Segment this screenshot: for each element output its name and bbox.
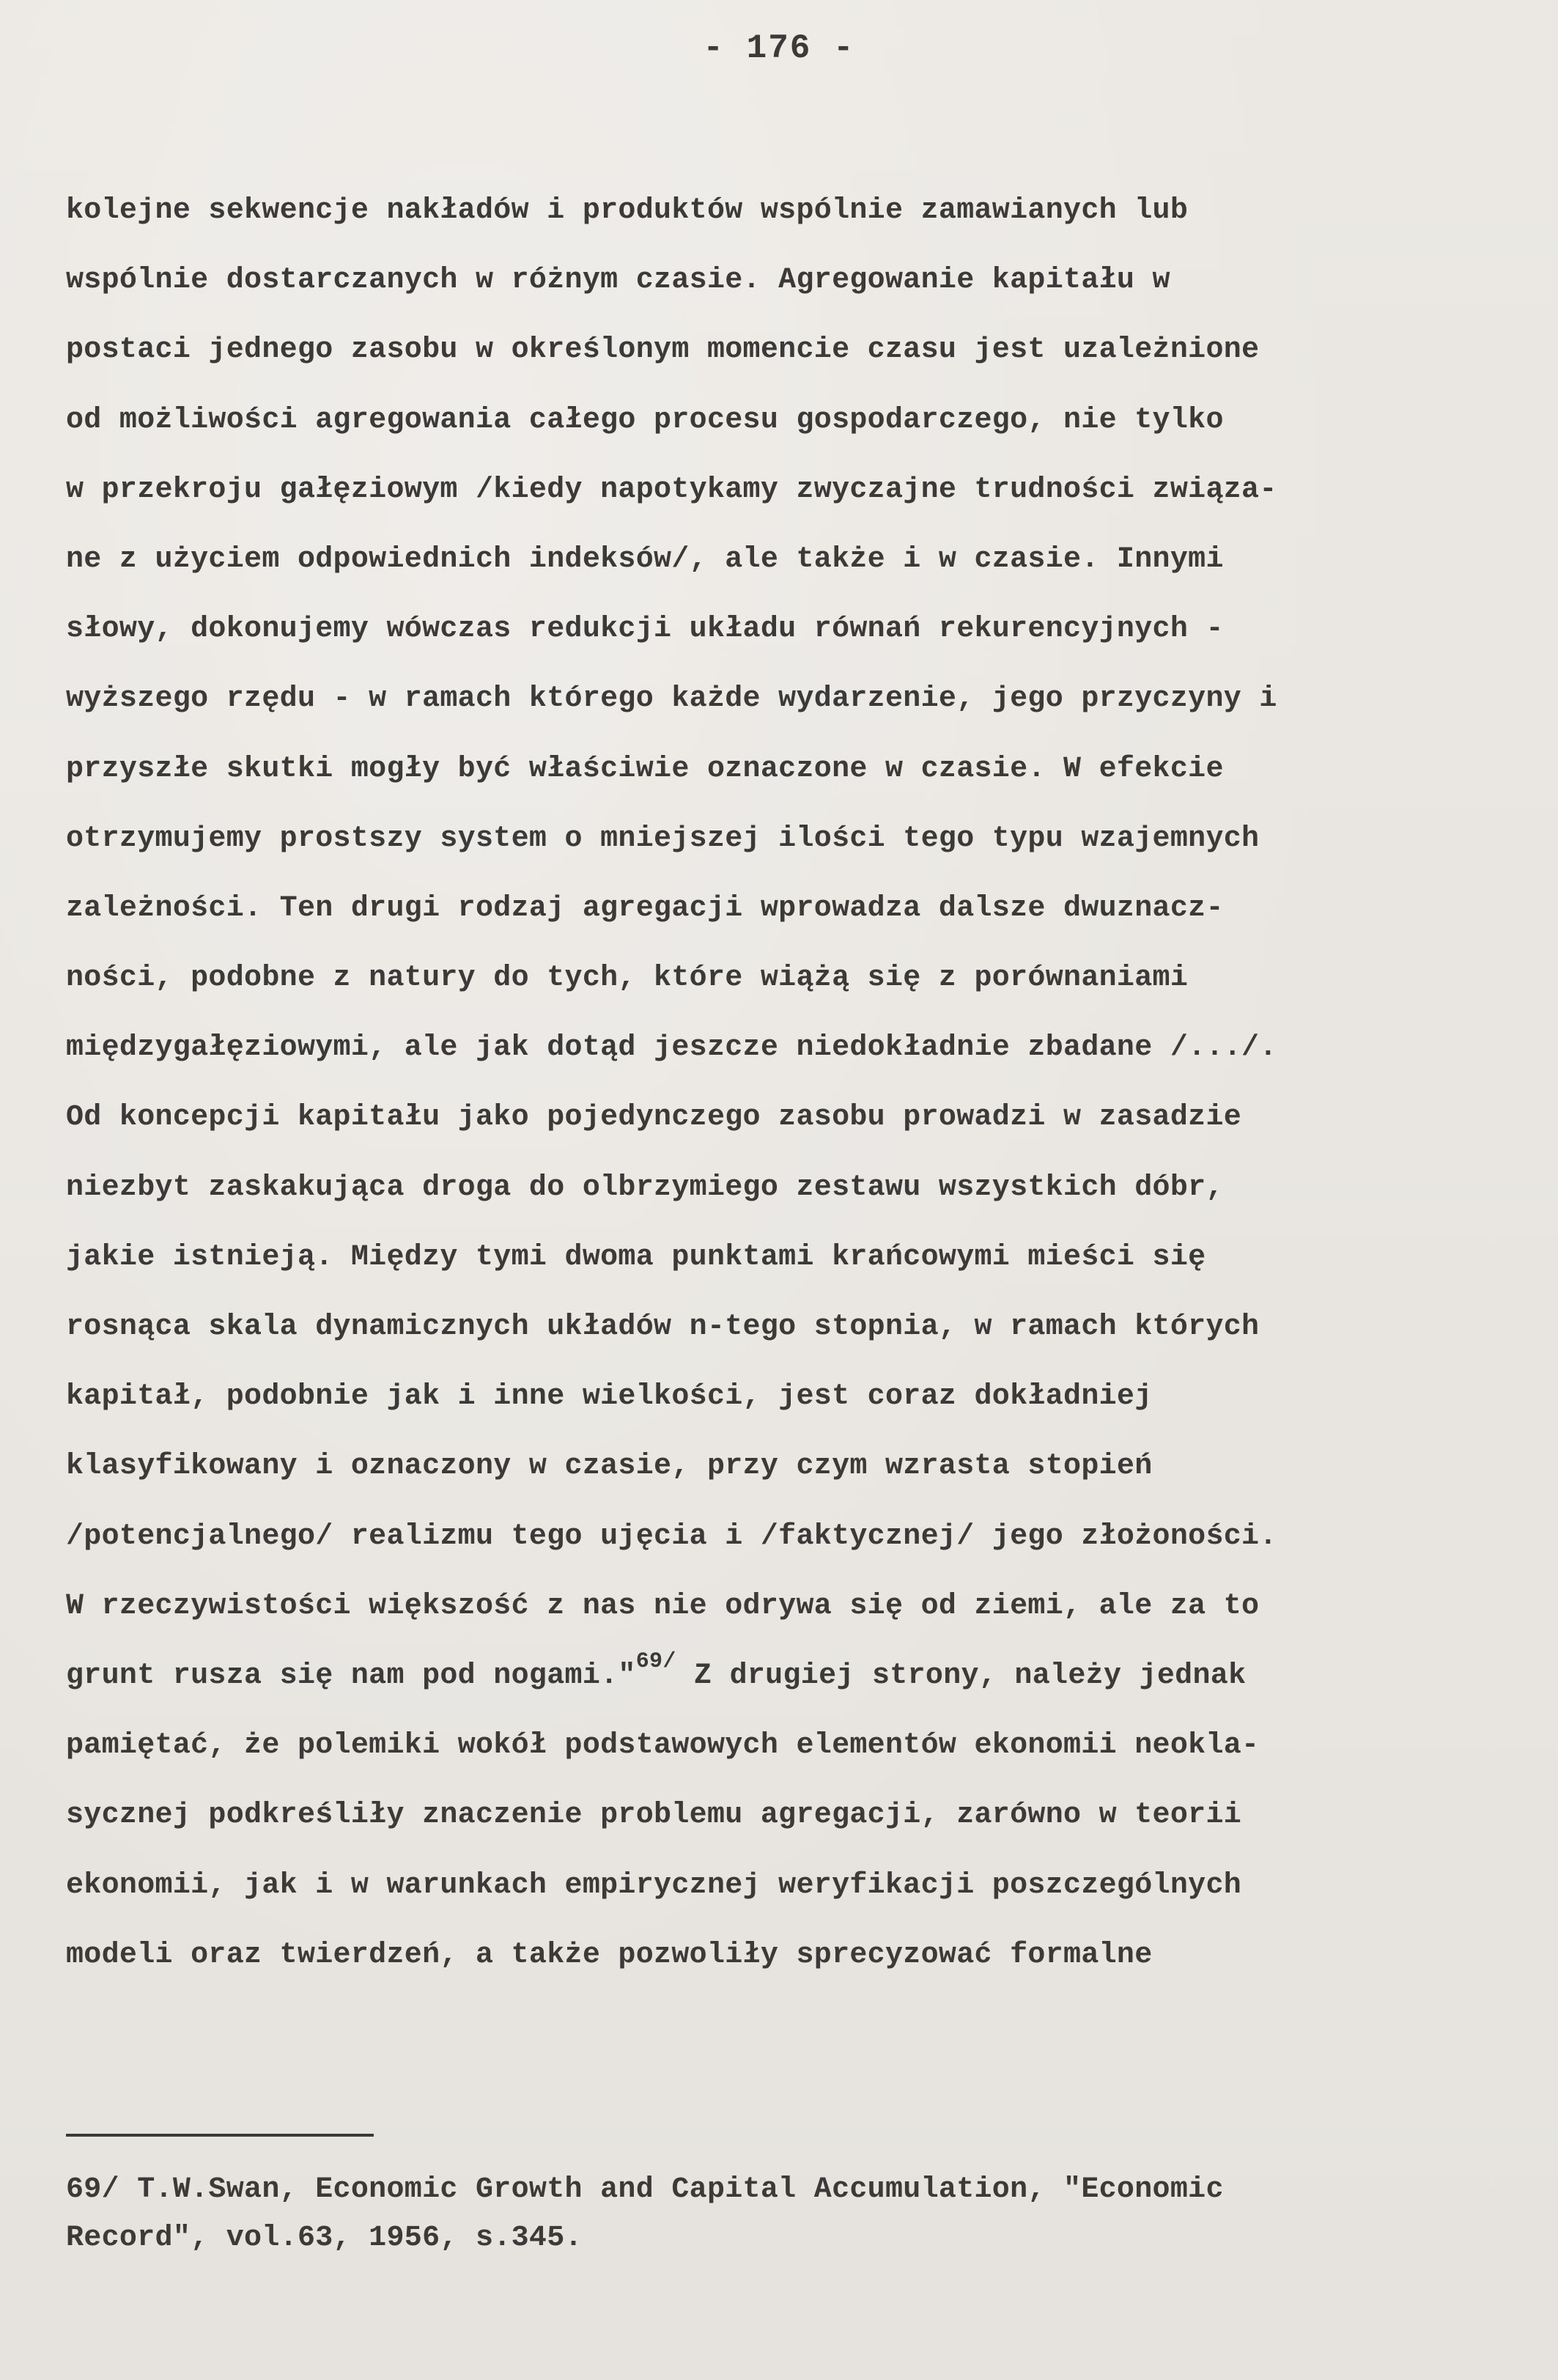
text-line: sycznej podkreśliły znaczenie problemu agregacji, zarówno w teorii (66, 1799, 1242, 1832)
text-line: W rzeczywistości większość z nas nie odrywa się od ziemi, ale za to (66, 1589, 1260, 1623)
body-text (66, 176, 1546, 1990)
text-line: postaci jednego zasobu w określonym momencie czasu jest uzależnione (66, 334, 1260, 367)
text-line: ekonomii, jak i w warunkach empirycznej weryfikacji poszczególnych (66, 1868, 1242, 1902)
footnote (66, 2166, 1532, 2263)
text-line: kolejne sekwencje nakładów i produktów wspólnie zamawianych lub (66, 194, 1189, 227)
text-line: /potencjalnego/ realizmu tego ujęcia i /faktycznej/ jego złożoności. (66, 1519, 1277, 1553)
text-line: międzygałęziowymi, ale jak dotąd jeszcze niedokładnie zbadane /.../. (66, 1031, 1277, 1065)
text-line-with-footnote-ref (66, 1641, 1546, 1711)
footnote-separator (66, 2134, 374, 2137)
text-line: rosnąca skala dynamicznych układów n-tego stopnia, w ramach których (66, 1311, 1260, 1344)
footnote-line: Record", vol.63, 1956, s.345. (66, 2222, 583, 2255)
text-line: wspólnie dostarczanych w różnym czasie. Agregowanie kapitału w (66, 264, 1170, 298)
text-line: ności, podobne z natury do tych, które wiążą się z porównaniami (66, 962, 1189, 995)
text-line: od możliwości agregowania całego procesu gospodarczego, nie tylko (66, 403, 1224, 437)
text-line: pamiętać, że polemiki wokół podstawowych elementów ekonomii neokla- (66, 1729, 1260, 1763)
text-fragment: grunt rusza się nam pod nogami." (66, 1659, 636, 1692)
text-line: modeli oraz twierdzeń, a także pozwoliły sprecyzować formalne (66, 1938, 1153, 1972)
text-line: Od koncepcji kapitału jako pojedynczego zasobu prowadzi w zasadzie (66, 1101, 1242, 1135)
footnote-line: 69/ T.W.Swan, Economic Growth and Capital Accumulation, "Economic (66, 2173, 1224, 2206)
page-number: - 176 - (703, 29, 855, 67)
text-line: wyższego rzędu - w ramach którego każde wydarzenie, jego przyczyny i (66, 682, 1277, 716)
text-line: klasyfikowany i oznaczony w czasie, przy czym wzrasta stopień (66, 1450, 1153, 1484)
footnote-reference: 69/ (635, 1648, 676, 1674)
text-line: ne z użyciem odpowiednich indeksów/, ale także i w czasie. Innymi (66, 542, 1224, 576)
text-fragment: Z drugiej strony, należy jednak (676, 1659, 1247, 1692)
text-line: słowy, dokonujemy wówczas redukcji układu równań rekurencyjnych - (66, 613, 1224, 646)
text-line: niezbyt zaskakująca droga do olbrzymiego zestawu wszystkich dóbr, (66, 1171, 1224, 1204)
text-line: zależności. Ten drugi rodzaj agregacji wprowadza dalsze dwuznacz- (66, 891, 1224, 925)
text-line: przyszłe skutki mogły być właściwie oznaczone w czasie. W efekcie (66, 752, 1224, 786)
text-line: jakie istnieją. Między tymi dwoma punktami krańcowymi mieści się (66, 1240, 1206, 1274)
text-line: w przekroju gałęziowym /kiedy napotykamy zwyczajne trudności związa- (66, 473, 1277, 506)
text-line: otrzymujemy prostszy system o mniejszej ilości tego typu wzajemnych (66, 822, 1260, 855)
text-line: kapitał, podobnie jak i inne wielkości, jest coraz dokładniej (66, 1380, 1153, 1414)
